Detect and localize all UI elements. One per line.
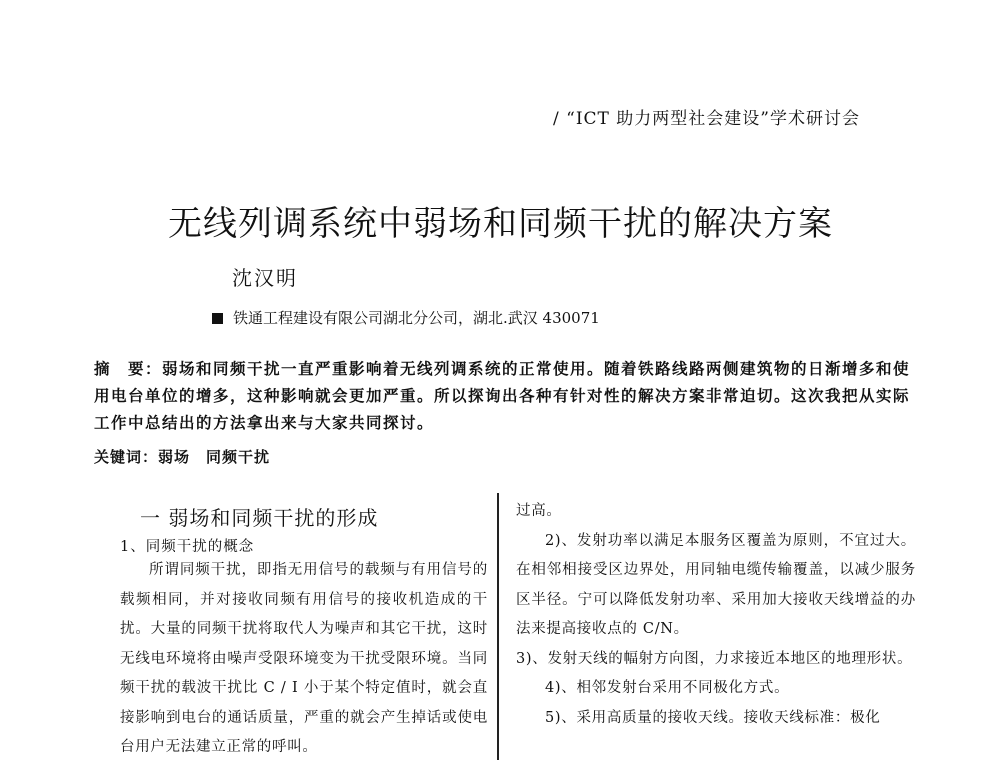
affiliation — [212, 307, 600, 328]
affiliation-text: 铁通工程建设有限公司湖北分公司，湖北.武汉 430071 — [233, 309, 600, 327]
section-title: 一 弱场和同频干扰的形成 — [140, 506, 379, 530]
column-divider — [497, 493, 499, 760]
abstract — [94, 355, 919, 436]
list-item: 5)、采用高质量的接收天线。接收天线标准：极化 — [545, 709, 881, 726]
left-column — [120, 556, 488, 763]
square-bullet-icon — [212, 313, 223, 324]
paragraph: 所谓同频干扰，即指无用信号的载频与有用信号的载频相同，并对接收同频有用信号的接收机造成的干扰。大量的同频干扰将取代人为噪声和其它干扰，这时无线电环境将由噪声受限环境变为干扰受限环境。当同频干扰的载波干扰比 C / I 小于某个特定值时，就会直接影响到电台的通话质量，严重的就会产生掉话或使电台用户无法建立正常的呼叫。 — [120, 562, 488, 755]
list-item: 4)、相邻发射台采用不同极化方式。 — [545, 680, 790, 696]
keywords — [94, 446, 270, 467]
paper-title: 无线列调系统中弱场和同频干扰的解决方案 — [168, 204, 833, 244]
keywords-text: 弱场 同频干扰 — [158, 448, 271, 466]
author-name: 沈汉明 — [232, 266, 298, 290]
list-item: 2)、发射功率以满足本服务区覆盖为原则，不宜过大。在相邻相接受区边界处，用同轴电缆传输覆盖，以减少服务区半径。宁可以降低发射功率、采用加大接收天线增益的办法来提高接收点的 C/N。 — [516, 532, 916, 637]
conference-header: / “ICT 助力两型社会建设”学术研讨会 — [553, 109, 860, 129]
list-item: 3)、发射天线的幅射方向图，力求接近本地区的地理形状。 — [516, 650, 913, 667]
keywords-label: 关键词： — [94, 448, 159, 466]
right-column — [516, 497, 916, 733]
paragraph-continuation: 过高。 — [516, 503, 562, 519]
abstract-label: 摘 要： — [94, 359, 163, 378]
abstract-text: 弱场和同频干扰一直严重影响着无线列调系统的正常使用。随着铁路线路两侧建筑物的日渐增多和使用电台单位的增多，这种影响就会更加严重。所以探询出各种有针对性的解决方案非常迫切。这次我把从实际工作中总结出的方法拿出来与大家共同探讨。 — [94, 359, 911, 432]
subsection-title: 1、同频干扰的概念 — [120, 539, 255, 555]
